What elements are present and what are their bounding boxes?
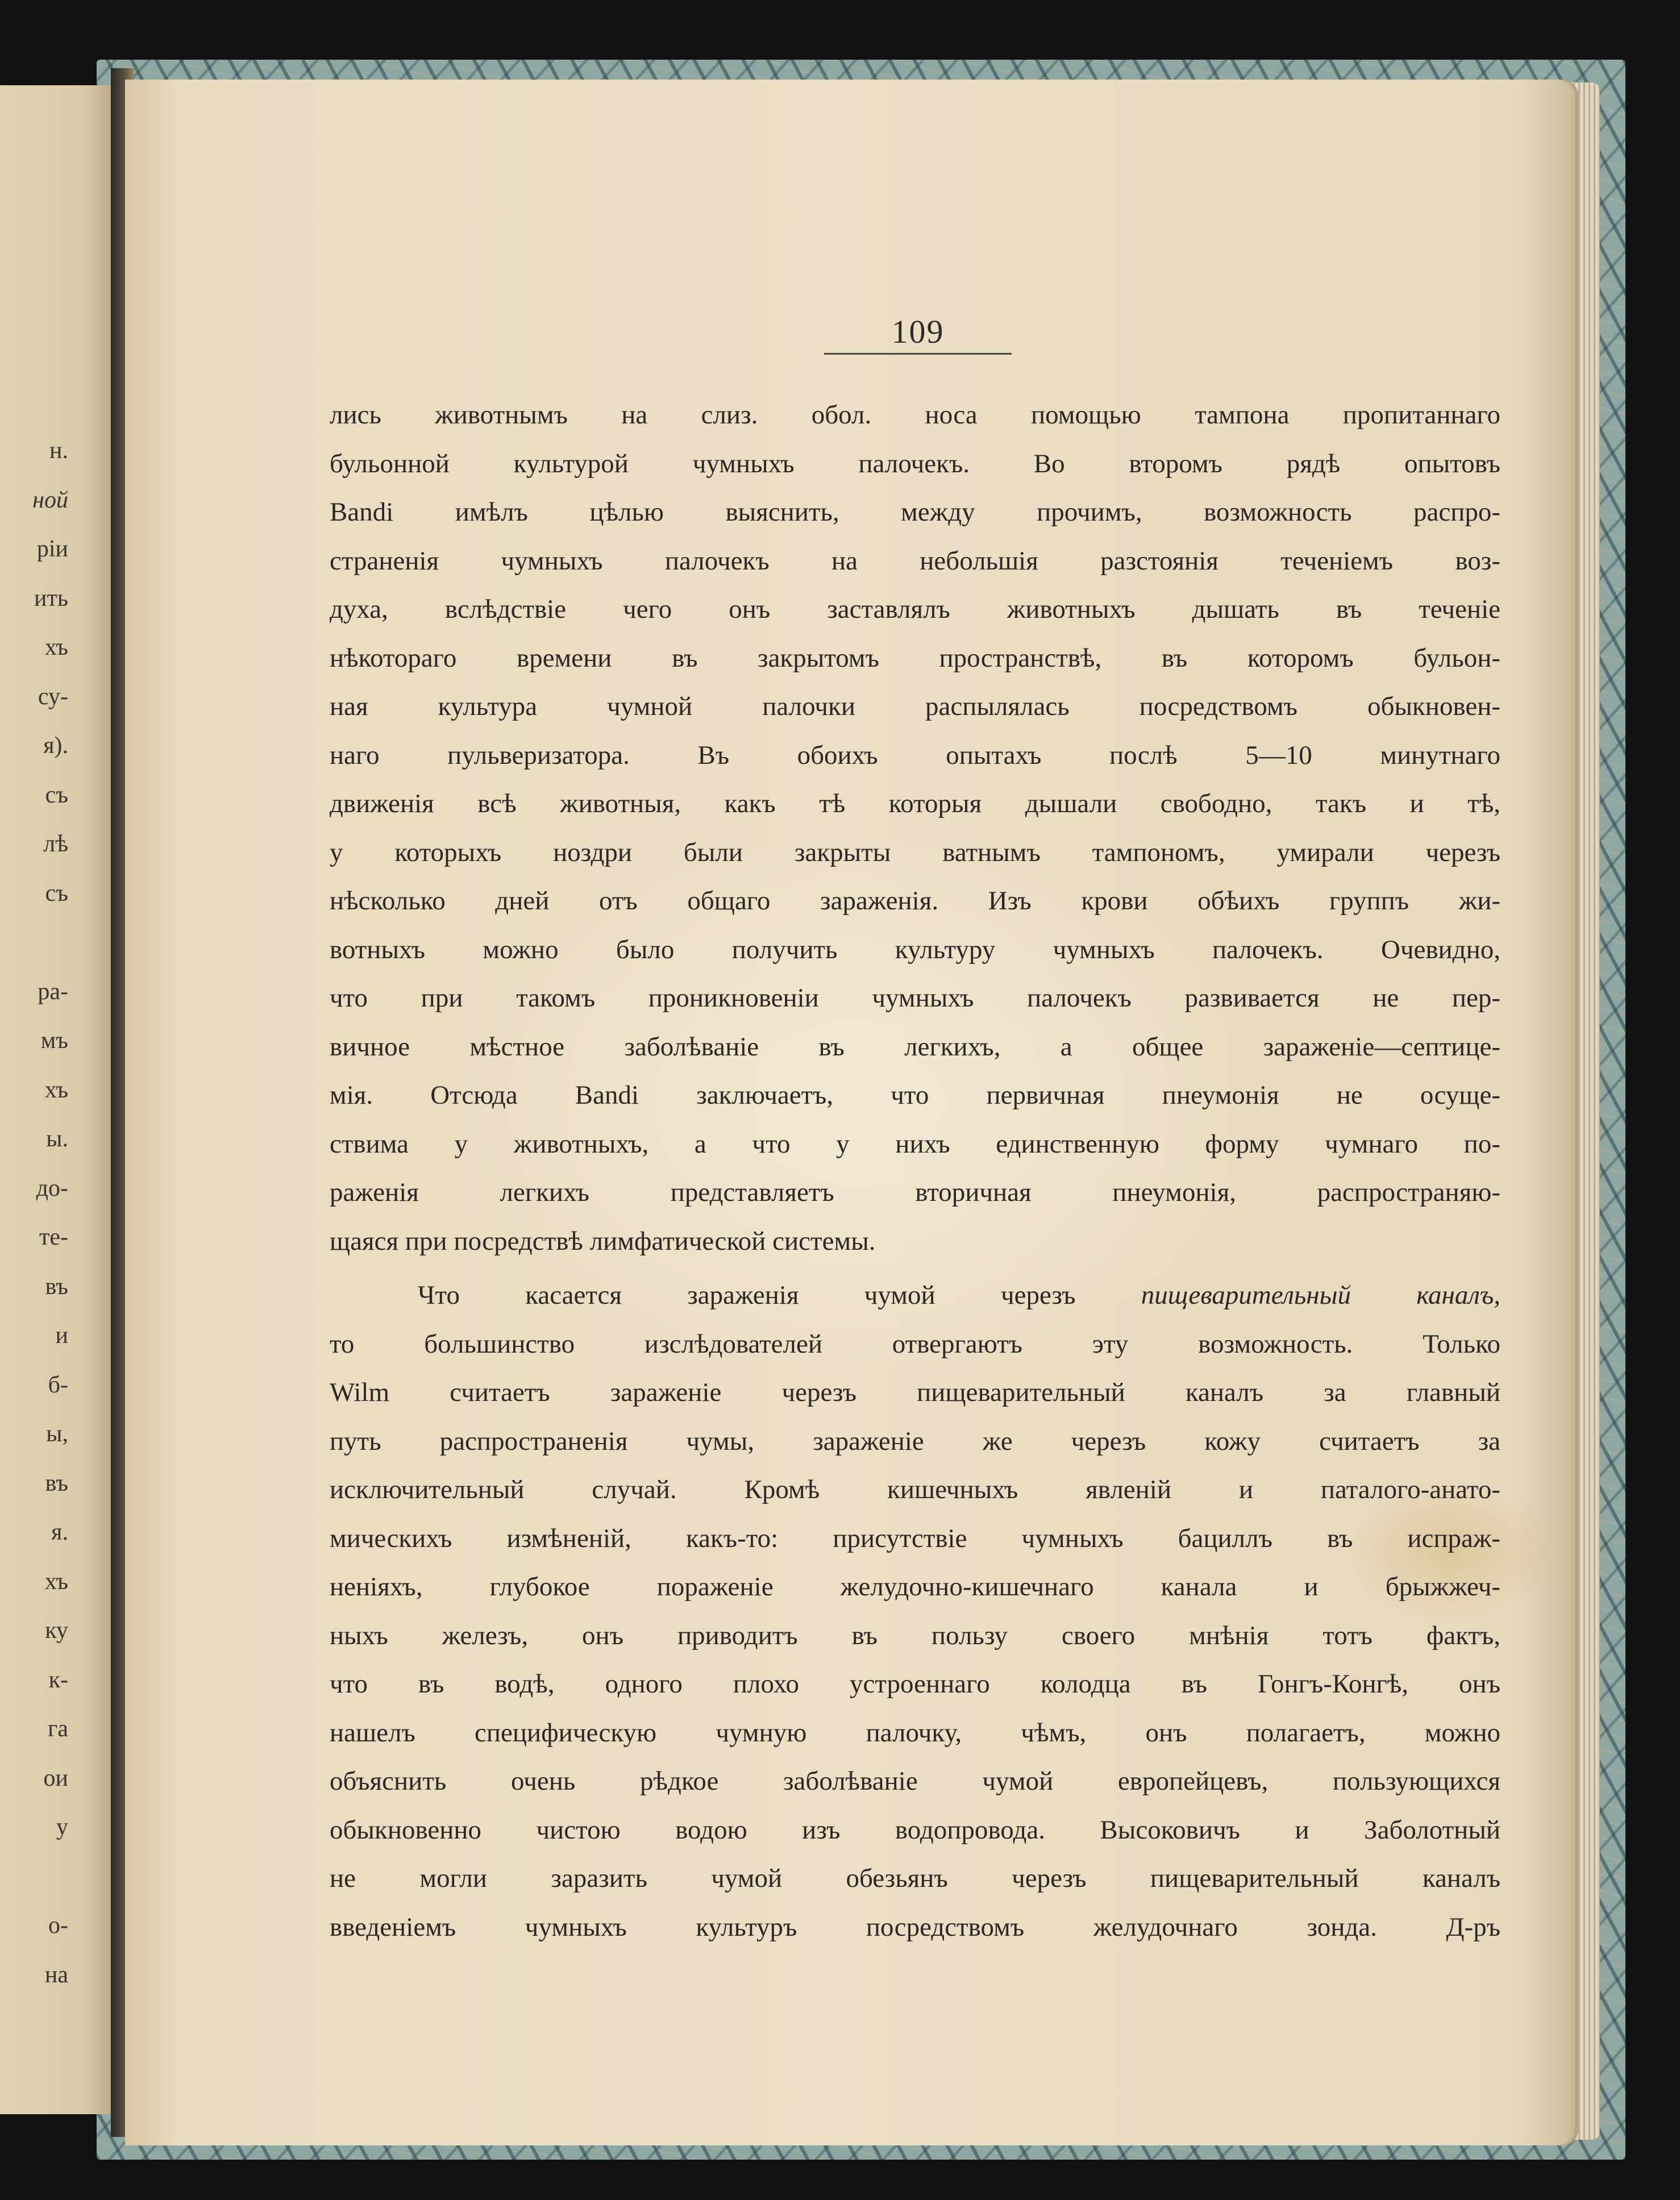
left-fragment: рiи — [36, 536, 68, 562]
text-line: мія. Отсюда Bandi заключаетъ, что первичная пнеумонія не осуще- — [330, 1080, 1500, 1110]
left-fragment: я). — [43, 733, 68, 759]
page-number: 109 — [824, 313, 1012, 355]
text-line: мическихъ измѣненій, какъ-то: присутствіе чумныхъ бациллъ въ испраж- — [330, 1523, 1500, 1553]
text-line: вотныхъ можно было получить культуру чумныхъ палочекъ. Очевидно, — [330, 934, 1500, 964]
text-line: объяснить очень рѣдкое заболѣваніе чумой европейцевъ, пользующихся — [330, 1766, 1500, 1796]
text-line: не могли заразить чумой обезьянъ черезъ пищеварительный каналъ — [330, 1864, 1500, 1893]
left-page-text-fragments — [0, 426, 68, 1999]
text-line: ная культура чумной палочки распылялась посредствомъ обыкновен- — [330, 692, 1500, 721]
text-line: страненія чумныхъ палочекъ на небольшія разстоянія теченіемъ воз- — [330, 546, 1500, 576]
text-line: нѣкотораго времени въ закрытомъ пространствѣ, въ которомъ бульон- — [330, 643, 1500, 673]
left-fragment: ной — [32, 486, 68, 513]
text-line: наго пульверизатора. Въ обоихъ опытахъ послѣ 5—10 минутнаго — [330, 740, 1500, 770]
left-fragment: к- — [48, 1666, 68, 1693]
text-line: движенія всѣ животныя, какъ тѣ которыя дышали свободно, такъ и тѣ, — [330, 789, 1500, 818]
text-line: лись животнымъ на слиз. обол. носа помощью тампона пропитаннаго — [330, 400, 1500, 430]
italic-term: пищеварительный каналъ, — [1141, 1280, 1500, 1310]
left-fragment: съ — [45, 781, 68, 808]
text-line: что при такомъ проникновеніи чумныхъ палочекъ развивается не пер- — [330, 983, 1500, 1013]
left-fragment: те- — [39, 1224, 68, 1250]
text-line: Bandi имѣлъ цѣлью выяснить, между прочимъ, возможность распро- — [330, 497, 1500, 527]
text-line: ствима у животныхъ, а что у нихъ единственную форму чумнаго по- — [330, 1129, 1500, 1159]
text-line: обыкновенно чистою водою изъ водопровода. Высоковичъ и Заболотный — [330, 1815, 1500, 1845]
text-line: бульонной культурой чумныхъ палочекъ. Во второмъ рядѣ опытовъ — [330, 448, 1500, 479]
paragraph-2 — [330, 1271, 1500, 1952]
left-fragment — [0, 918, 68, 967]
text-line: у которыхъ ноздри были закрыты ватнымъ тампономъ, умирали черезъ — [330, 837, 1500, 867]
text-line: духа, вслѣдствіе чего онъ заставлялъ животныхъ дышать въ теченіе — [330, 594, 1500, 624]
left-fragment: я. — [51, 1519, 68, 1545]
left-fragment: хъ — [44, 1076, 68, 1103]
left-fragment: ку — [45, 1617, 68, 1644]
text-line: Wilm считаетъ зараженіе черезъ пищеварительный каналъ за главный — [330, 1378, 1500, 1407]
text-line: неніяхъ, глубокое пораженіе желудочно-кишечнаго канала и брыжжеч- — [330, 1572, 1500, 1602]
text-line: вичное мѣстное заболѣваніе въ легкихъ, а общее зараженіе—септице- — [330, 1032, 1500, 1062]
text-line: щаяся при посредствѣ лимфатической системы. — [330, 1226, 876, 1256]
left-fragment: хъ — [44, 1568, 68, 1595]
left-fragment: ить — [34, 585, 68, 612]
text-line: нѣсколько дней отъ общаго зараженія. Изъ крови обѣихъ группъ жи- — [330, 886, 1500, 916]
text-line: нашелъ специфическую чумную палочку, чѣмъ, онъ полагаетъ, можно — [330, 1717, 1500, 1748]
left-fragment: су- — [38, 683, 68, 710]
body-text — [330, 391, 1500, 1952]
text-line: раженія легкихъ представляетъ вторичная пнеумонія, распространяю- — [330, 1178, 1500, 1207]
right-page — [125, 80, 1571, 2145]
text-line: что въ водѣ, одного плохо устроеннаго колодца въ Гонгъ-Конгѣ, онъ — [330, 1669, 1500, 1699]
left-fragment — [0, 1852, 68, 1902]
left-fragment: хъ — [44, 634, 68, 660]
left-fragment: съ — [45, 880, 68, 906]
left-fragment: и — [55, 1323, 68, 1349]
text-line: исключительный случай. Кромѣ кишечныхъ явленій и паталого-анато- — [330, 1475, 1500, 1504]
left-fragment: га — [48, 1716, 68, 1742]
left-fragment: на — [44, 1961, 68, 1988]
left-fragment: ы, — [46, 1421, 68, 1447]
left-fragment: у — [56, 1814, 68, 1840]
left-fragment: н. — [49, 438, 68, 464]
left-fragment: до- — [36, 1175, 68, 1201]
text-line: путь распространенія чумы, зараженіе же черезъ кожу считаетъ за — [330, 1426, 1500, 1456]
left-fragment: б- — [48, 1371, 68, 1398]
text-line: ныхъ железъ, онъ приводитъ въ пользу своего мнѣнія тотъ фактъ, — [330, 1620, 1500, 1650]
paragraph-1 — [330, 391, 1500, 1266]
text-line: то большинство изслѣдователей отвергаютъ эту возможность. Только — [330, 1329, 1500, 1359]
left-fragment: мъ — [40, 1028, 68, 1054]
left-fragment: ы. — [46, 1126, 68, 1152]
left-fragment: въ — [45, 1273, 68, 1300]
left-fragment: ои — [43, 1765, 68, 1791]
left-fragment: ра- — [38, 978, 68, 1005]
left-fragment: о- — [48, 1912, 68, 1939]
left-fragment: въ — [45, 1470, 68, 1496]
text-line-first — [330, 1271, 1500, 1320]
text-segment: Что касается зараженія чумой черезъ — [418, 1280, 1141, 1310]
text-line: введеніемъ чумныхъ культуръ посредствомъ желудочнаго зонда. Д-ръ — [330, 1912, 1500, 1942]
left-fragment: лѣ — [43, 831, 68, 857]
left-page — [0, 85, 122, 2114]
